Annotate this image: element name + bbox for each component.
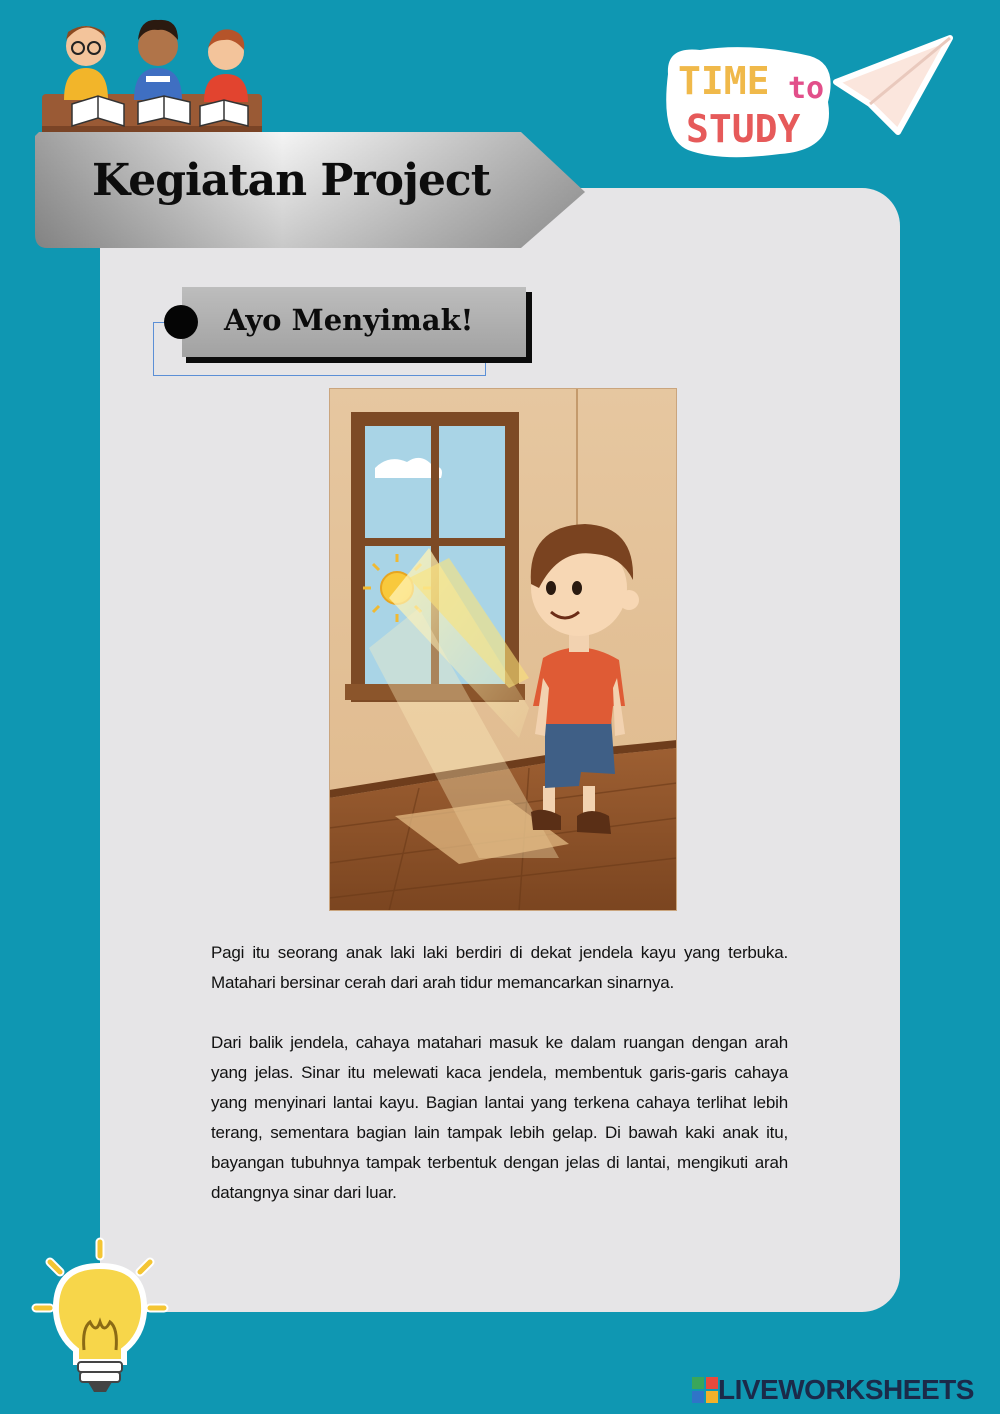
section-heading: Ayo Menyimak! [224,303,474,337]
story-paragraph-2: Dari balik jendela, cahaya matahari masuk ke dalam ruangan dengan arah yang jelas. Sinar itu melewati kaca jendela, membentuk garis-garis cahaya yang menyinari lantai kayu. Bagian lantai yang terkena cahaya terlihat lebih terang, sementara bagian lain tampak lebih gelap. Di bawah kaki anak itu, bayangan tubuhnya tampak terbentuk dengan jelas di lantai, mengikuti arah datangnya sinar dari luar. [211,1033,788,1202]
liveworksheets-grid-icon [692,1377,718,1403]
light-bulb-icon [30,1232,170,1400]
page-title: Kegiatan Project [92,155,491,206]
badge-to-text: to [788,71,825,106]
time-to-study-badge [660,32,960,172]
badge-study-text: STUDY [686,107,801,151]
boy-window-sunlight-illustration [329,388,677,911]
kids-studying-icon [28,10,268,150]
story-paragraph-1: Pagi itu seorang anak laki laki berdiri di dekat jendela kayu yang terbuka. Matahari bersinar cerah dari arah tidur memancarkan sinarnya. [211,943,788,992]
bullet-dot-icon [164,305,198,339]
story-text [211,938,788,1238]
paper-plane-icon [836,38,950,132]
liveworksheets-logo[interactable] [692,1375,974,1405]
liveworksheets-brand-text: LIVEWORKSHEETS [718,1374,974,1405]
badge-time-text: TIME [678,59,770,103]
